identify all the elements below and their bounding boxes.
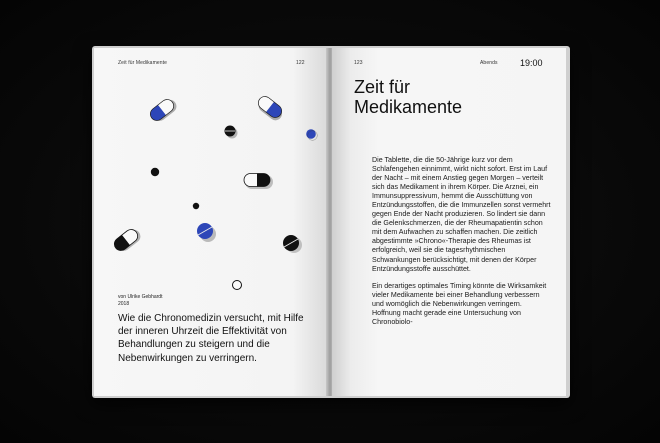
article-body	[372, 156, 552, 335]
black-dot	[151, 168, 159, 176]
paragraph: Ein derartiges optimales Timing könnte die Wirksamkeit vieler Medikamente bei einer Behandlung verbessern und womöglich die Nebenwirkungen verringern. Hoffnung macht gerade eine Untersuchung von Chronobiolo-	[372, 281, 547, 326]
right-page	[332, 48, 566, 396]
title-line-2: Medikamente	[354, 97, 463, 117]
title-line-1: Zeit für	[354, 77, 411, 97]
black-dot	[193, 203, 199, 209]
intro-text: Wie die Chronomedizin versucht, mit Hilfe der inneren Uhrzeit die Effektivität von Behandlungen zu steigern und die Nebenwirkungen zu verringern.	[118, 313, 304, 364]
left-running-head: Zeit für Medikamente	[118, 60, 167, 66]
left-page-number: 122	[296, 60, 305, 66]
author-name: von Ulrike Gebhardt	[118, 294, 163, 300]
pills-illustration	[94, 48, 328, 298]
author-credit	[118, 294, 162, 308]
blue-tablet	[306, 129, 317, 140]
black-tablet	[225, 126, 238, 139]
black-white-capsule	[244, 174, 273, 190]
blue-tablet	[197, 223, 216, 242]
blue-capsule	[148, 96, 179, 125]
left-page	[94, 48, 328, 396]
right-running-head: Abends	[480, 60, 498, 66]
right-page-number: 123	[354, 60, 363, 66]
paragraph: Die Tablette, die die 50-Jährige kurz vor dem Schlafengehen einnimmt, wirkt nicht sofort. Erst im Lauf der Nacht – mit einem Anstieg gegen Morgen – verteilt sich das Medikament in ihrem Körper. Die Arznei, ein Immunsuppressivum, hemmt die Ausschüttung von Entzündungsstoffen, die die Immunzellen sonst vermehrt gegen Ende der Nacht produzieren. So lindert sie dann die Gelenkschmerzen, die der Rheumapatientin schon mit dem Aufwachen zu schaffen machen. Die zeitlich abgestimmte »Chrono«-Therapie des Rheumas ist erfolgreich, weil sie die tagesrhythmischen Schwankungen berücksichtigt, mit denen der Körper Entzündungsstoffe ausschüttet.	[372, 156, 551, 273]
time-label: 19:00	[520, 58, 543, 68]
white-tablet	[233, 281, 242, 290]
black-white-capsule	[112, 226, 143, 255]
article-title	[354, 77, 554, 117]
author-year: 2018	[118, 301, 130, 307]
blue-capsule	[255, 94, 286, 123]
black-tablet	[283, 235, 302, 253]
